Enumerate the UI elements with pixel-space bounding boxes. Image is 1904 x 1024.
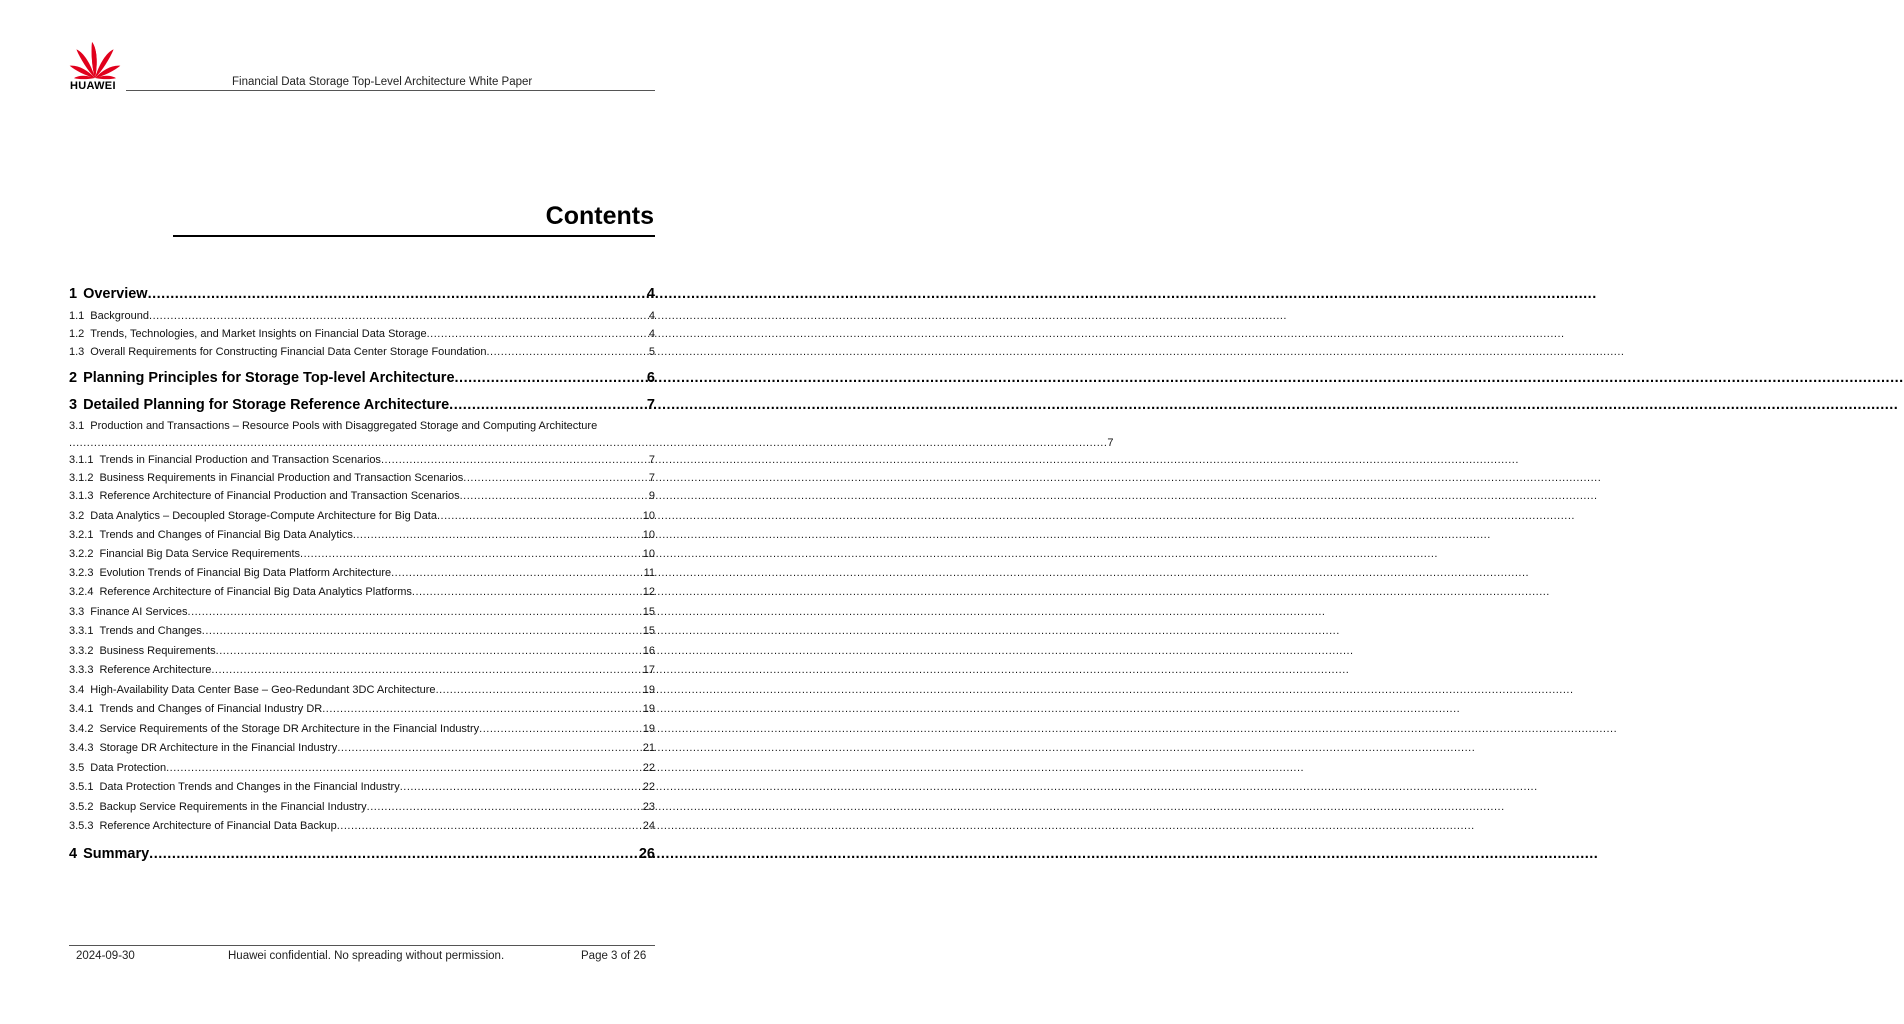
toc-entry-1-1[interactable]: 1.1 Background ..... 4 xyxy=(69,310,655,322)
toc-entry-3-3-1[interactable]: 3.3.1 Trends and Changes ..... 15 xyxy=(69,625,655,637)
document-header-title: Financial Data Storage Top-Level Architecture White Paper xyxy=(232,76,533,88)
toc-entry-3-4[interactable]: 3.4 High-Availability Data Center Base – Geo-Redundant 3DC Architecture ..... 19 xyxy=(69,684,655,696)
footer-confidential-notice: Huawei confidential. No spreading without permission. xyxy=(228,950,505,962)
toc-entry-3-5[interactable]: 3.5 Data Protection ..... 22 xyxy=(69,762,655,774)
toc-entry-3-1-3[interactable]: 3.1.3 Reference Architecture of Financial Production and Transaction Scenarios ..... 9 xyxy=(69,490,655,502)
toc-entry-3-5-1[interactable]: 3.5.1 Data Protection Trends and Changes in the Financial Industry ..... 22 xyxy=(69,781,655,793)
toc-entry-3[interactable]: 3 Detailed Planning for Storage Reference Architecture ..... 7 xyxy=(69,397,655,413)
toc-entry-3-5-3[interactable]: 3.5.3 Reference Architecture of Financial Data Backup ..... 24 xyxy=(69,820,655,832)
huawei-logo xyxy=(68,38,126,92)
header-divider xyxy=(126,90,655,91)
toc-entry-3-2-4[interactable]: 3.2.4 Reference Architecture of Financial Big Data Analytics Platforms ..... 12 xyxy=(69,586,655,598)
toc-entry-3-2-2[interactable]: 3.2.2 Financial Big Data Service Requirements ..... 10 xyxy=(69,548,655,560)
huawei-petals-icon xyxy=(68,38,126,82)
toc-entry-1-3[interactable]: 1.3 Overall Requirements for Constructing Financial Data Center Storage Foundation ..... 5 xyxy=(69,346,655,358)
toc-entry-3-4-3[interactable]: 3.4.3 Storage DR Architecture in the Financial Industry ..... 21 xyxy=(69,742,655,754)
toc-entry-4[interactable]: 4 Summary ..... 26 xyxy=(69,846,655,862)
toc-entry-3-1-2[interactable]: 3.1.2 Business Requirements in Financial Production and Transaction Scenarios ..... 7 xyxy=(69,472,655,484)
toc-entry-2[interactable]: 2 Planning Principles for Storage Top-level Architecture ..... 6 xyxy=(69,370,655,386)
toc-entry-3-4-1[interactable]: 3.4.1 Trends and Changes of Financial Industry DR ..... 19 xyxy=(69,703,655,715)
toc-entry-3-3[interactable]: 3.3 Finance AI Services ..... 15 xyxy=(69,606,655,618)
toc-entry-3-4-2[interactable]: 3.4.2 Service Requirements of the Storage DR Architecture in the Financial Industry ..... 19 xyxy=(69,723,655,735)
footer-date: 2024-09-30 xyxy=(76,950,135,962)
toc-entry-1[interactable]: 1 Overview ..... 4 xyxy=(69,286,655,302)
toc-entry-3-3-2[interactable]: 3.3.2 Business Requirements ..... 16 xyxy=(69,645,655,657)
toc-entry-1-2[interactable]: 1.2 Trends, Technologies, and Market Insights on Financial Data Storage ..... 4 xyxy=(69,328,655,340)
toc-entry-3-1-1[interactable]: 3.1.1 Trends in Financial Production and Transaction Scenarios ..... 7 xyxy=(69,454,655,466)
toc-entry-3-2-1[interactable]: 3.2.1 Trends and Changes of Financial Big Data Analytics ..... 10 xyxy=(69,529,655,541)
footer-divider xyxy=(69,945,655,946)
contents-underline xyxy=(173,235,655,237)
toc-entry-3-5-2[interactable]: 3.5.2 Backup Service Requirements in the Financial Industry ..... 23 xyxy=(69,801,655,813)
toc-entry-3-3-3[interactable]: 3.3.3 Reference Architecture ..... 17 xyxy=(69,664,655,676)
toc-entry-3-2[interactable]: 3.2 Data Analytics – Decoupled Storage-Compute Architecture for Big Data ..... 10 xyxy=(69,510,655,522)
contents-heading: Contents xyxy=(545,202,654,230)
footer-page-number: Page 3 of 26 xyxy=(581,950,647,962)
toc-entry-3-1[interactable]: 3.1 Production and Transactions – Resource Pools with Disaggregated Storage and Computing Architecture .................................................................................................................................................................................................................................................................................................... 7 xyxy=(69,420,1114,449)
toc-entry-3-2-3[interactable]: 3.2.3 Evolution Trends of Financial Big Data Platform Architecture ..... 11 xyxy=(69,567,655,579)
logo-wordmark: HUAWEI xyxy=(70,80,116,92)
